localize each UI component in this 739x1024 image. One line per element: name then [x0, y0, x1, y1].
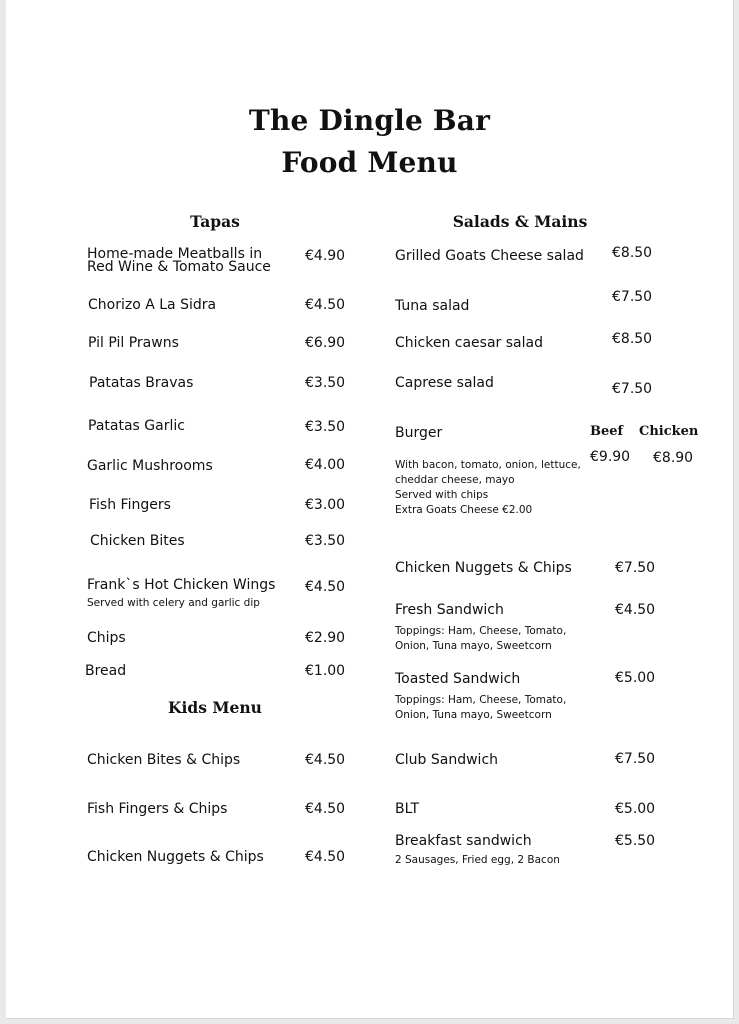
tapas-item-name: Pil Pil Prawns: [88, 335, 179, 351]
tapas-item-name: Chorizo A La Sidra: [88, 297, 217, 313]
mains-item-description: Toppings: Ham, Cheese, Tomato,: [395, 625, 567, 637]
mains-item-name: BLT: [395, 801, 420, 817]
kids-menu-heading: Kids Menu: [168, 698, 262, 717]
mains-item-price: €7.50: [615, 751, 656, 767]
tapas-item-price: €4.90: [305, 248, 346, 264]
tapas-item-name: Patatas Garlic: [88, 418, 185, 434]
mains-item-description: Onion, Tuna mayo, Sweetcorn: [395, 640, 552, 652]
tapas-item-name: Fish Fingers: [89, 497, 171, 513]
mains-item-name: Chicken caesar salad: [395, 335, 543, 351]
burger-chicken-label: Chicken: [639, 424, 699, 439]
tapas-item-name: Patatas Bravas: [89, 375, 194, 391]
burger-description-line: cheddar cheese, mayo: [395, 474, 515, 486]
burger-beef-price: €9.90: [590, 449, 631, 465]
tapas-item-price: €4.50: [305, 579, 346, 595]
mains-item-name: Caprese salad: [395, 375, 494, 391]
tapas-item-name: Chicken Bites: [90, 533, 185, 549]
mains-item-name: Breakfast sandwich: [395, 833, 532, 849]
menu-title-line1: The Dingle Bar: [248, 104, 491, 137]
mains-item-price: €5.00: [615, 801, 656, 817]
mains-item-name: Grilled Goats Cheese salad: [395, 248, 584, 264]
mains-item-name: Fresh Sandwich: [395, 602, 504, 618]
tapas-item-price: €4.00: [305, 457, 346, 473]
tapas-item-name: Bread: [85, 663, 127, 679]
burger-beef-label: Beef: [590, 424, 624, 439]
burger-chicken-price: €8.90: [653, 450, 694, 466]
tapas-item-price: €2.90: [305, 630, 346, 646]
mains-item-description: Toppings: Ham, Cheese, Tomato,: [395, 694, 567, 706]
mains-item-name: Club Sandwich: [395, 752, 499, 768]
tapas-item-name: Home-made Meatballs in Red Wine & Tomato Sauce: [87, 246, 271, 275]
kids-item-name: Chicken Nuggets & Chips: [87, 849, 264, 865]
mains-item-price: €7.50: [612, 381, 653, 397]
mains-item-name: Burger: [395, 425, 443, 441]
tapas-item-price: €3.50: [305, 419, 346, 435]
kids-item-name: Fish Fingers & Chips: [87, 801, 228, 817]
mains-item-name: Toasted Sandwich: [395, 671, 521, 687]
tapas-item-price: €3.50: [305, 375, 346, 391]
mains-item-price: €8.50: [612, 331, 653, 347]
mains-item-price: €8.50: [612, 245, 653, 261]
tapas-item-price: €6.90: [305, 335, 346, 351]
mains-item-price: €7.50: [612, 289, 653, 305]
mains-item-name: Tuna salad: [395, 298, 470, 314]
kids-item-price: €4.50: [305, 801, 346, 817]
tapas-item-description: Served with celery and garlic dip: [87, 597, 260, 609]
mains-item-description: 2 Sausages, Fried egg, 2 Bacon: [395, 854, 560, 866]
mains-item-name: Chicken Nuggets & Chips: [395, 560, 572, 576]
kids-item-price: €4.50: [305, 752, 346, 768]
tapas-item-name: Frank`s Hot Chicken Wings: [87, 577, 276, 593]
mains-item-description: Onion, Tuna mayo, Sweetcorn: [395, 709, 552, 721]
mains-item-price: €5.50: [615, 833, 656, 849]
tapas-heading: Tapas: [190, 212, 240, 231]
burger-description-line: Served with chips: [395, 489, 489, 501]
tapas-item-price: €4.50: [305, 297, 346, 313]
tapas-item-name: Chips: [87, 630, 126, 646]
tapas-item-price: €1.00: [305, 663, 346, 679]
tapas-item-price: €3.50: [305, 533, 346, 549]
burger-description-line: With bacon, tomato, onion, lettuce,: [395, 459, 581, 471]
tapas-item-price: €3.00: [305, 497, 346, 513]
mains-item-price: €4.50: [615, 602, 656, 618]
burger-description-line: Extra Goats Cheese €2.00: [395, 504, 533, 516]
mains-item-price: €5.00: [615, 670, 656, 686]
menu-title-line2: Food Menu: [281, 146, 458, 179]
tapas-item-name: Garlic Mushrooms: [87, 458, 213, 474]
mains-item-price: €7.50: [615, 560, 656, 576]
salads-mains-heading: Salads & Mains: [452, 212, 588, 231]
kids-item-price: €4.50: [305, 849, 346, 865]
kids-item-name: Chicken Bites & Chips: [87, 752, 241, 768]
